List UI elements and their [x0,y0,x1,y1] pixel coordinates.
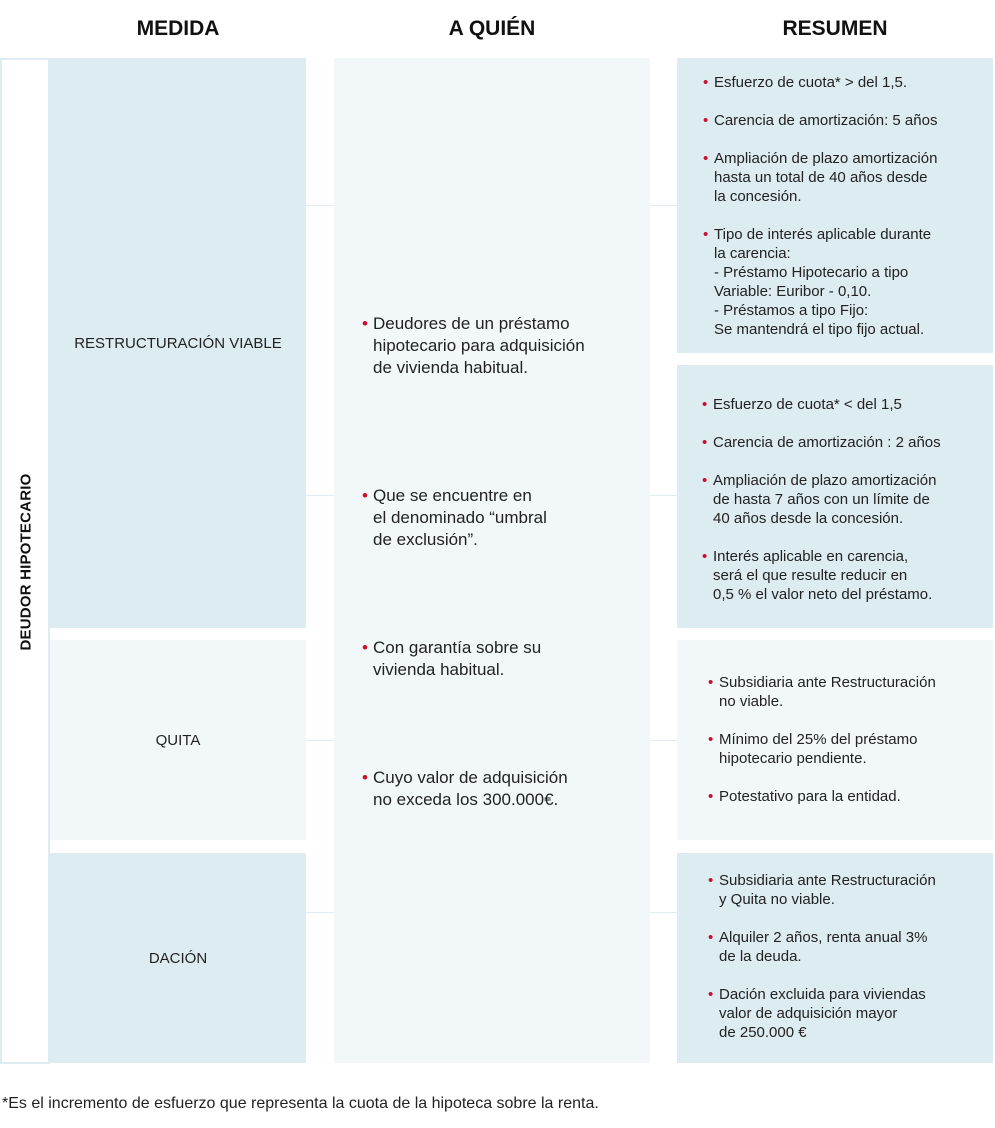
connector-line [306,205,334,206]
resumen-item: • Esfuerzo de cuota* > del 1,5. [703,73,993,92]
medida-dacion-label: DACIÓN [148,949,208,967]
connector-line [306,740,334,741]
resumen-item: • Alquiler 2 años, renta anual 3% de la deuda. [708,928,993,966]
resumen-item: • Dación excluida para viviendas valor de adquisición mayor de 250.000 € [708,985,993,1042]
connector-line [306,495,334,496]
resumen-item: • Esfuerzo de cuota* < del 1,5 [702,395,993,414]
resumen-restructuracion-a [677,58,993,353]
resumen-item: • Potestativo para la entidad. [708,787,993,806]
medida-dacion [50,853,306,1063]
resumen-item: • Mínimo del 25% del préstamo hipotecario pendiente. [708,730,993,768]
a-quien-item: • Cuyo valor de adquisición no exceda los 300.000€. [362,767,568,811]
medida-quita [50,640,306,840]
resumen-item: • Ampliación de plazo amortización de hasta 7 años con un límite de 40 años desde la concesión. [702,471,993,528]
deudor-hipotecario-label: DEUDOR HIPOTECARIO [17,473,35,651]
header-medida: MEDIDA [136,17,220,40]
header-a-quien: A QUIÉN [448,17,536,40]
connector-line [650,740,677,741]
connector-line [650,205,677,206]
resumen-quita [677,640,993,840]
connector-line [306,912,334,913]
connector-line [650,495,677,496]
medida-restructuracion-viable [50,58,306,628]
deudor-hipotecario-box [0,58,50,1064]
resumen-restructuracion-b [677,365,993,628]
medida-quita-label: QUITA [155,731,201,749]
a-quien-item: • Que se encuentre en el denominado “umbral de exclusión”. [362,485,547,551]
resumen-item: • Carencia de amortización: 5 años [703,111,993,130]
resumen-dacion [677,853,993,1063]
header-resumen: RESUMEN [782,17,888,40]
resumen-item: • Subsidiaria ante Restructuración no viable. [708,673,993,711]
resumen-item: • Tipo de interés aplicable durante la carencia: - Préstamo Hipotecario a tipo Variable: Euribor - 0,10. - Préstamos a tipo Fijo: Se mantendrá el tipo fijo actual. [703,225,993,339]
resumen-item: • Subsidiaria ante Restructuración y Quita no viable. [708,871,993,909]
connector-line [650,912,677,913]
resumen-item: • Carencia de amortización : 2 años [702,433,993,452]
resumen-item: • Interés aplicable en carencia, será el que resulte reducir en 0,5 % el valor neto del préstamo. [702,547,993,604]
medida-restructuracion-label: RESTRUCTURACIÓN VIABLE [74,334,282,352]
a-quien-panel [334,58,650,1063]
a-quien-item: • Deudores de un préstamo hipotecario para adquisición de vivienda habitual. [362,313,585,379]
footnote: *Es el incremento de esfuerzo que representa la cuota de la hipoteca sobre la renta. [2,1095,599,1112]
a-quien-item: • Con garantía sobre su vivienda habitual. [362,637,541,681]
resumen-item: • Ampliación de plazo amortización hasta un total de 40 años desde la concesión. [703,149,993,206]
